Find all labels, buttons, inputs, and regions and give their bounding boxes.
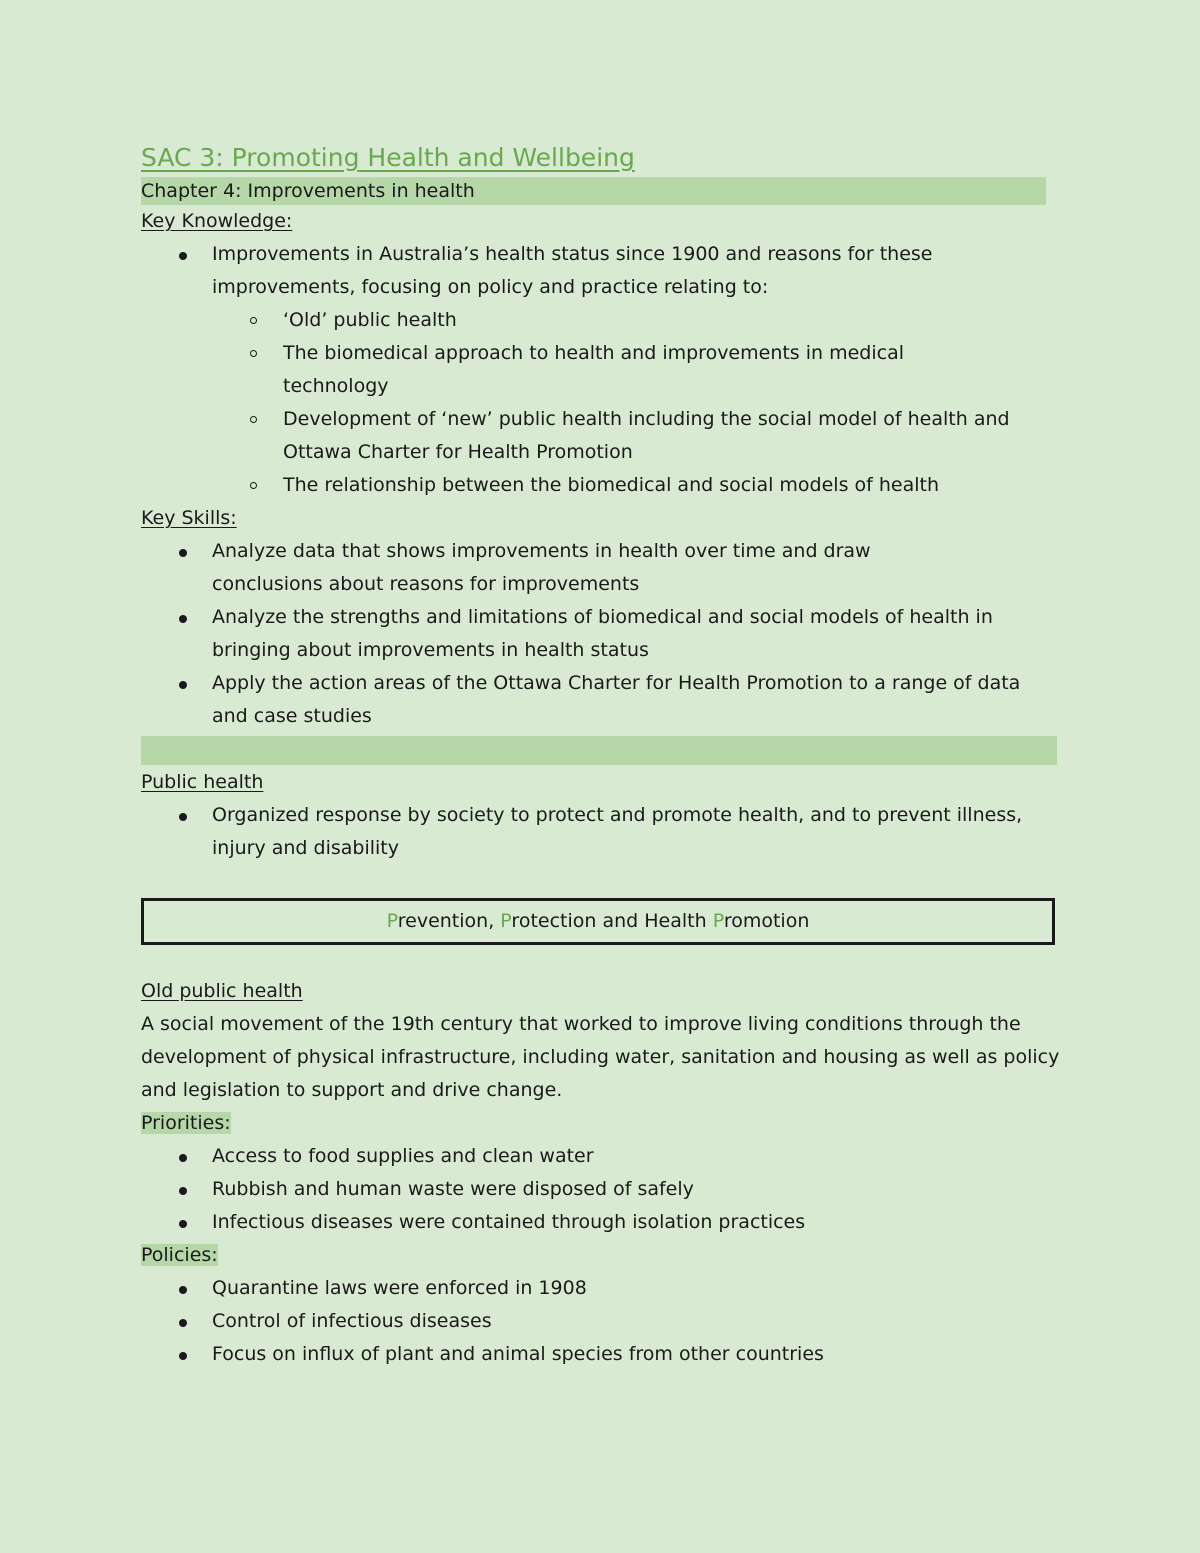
key-knowledge-heading: Key Knowledge:	[141, 210, 293, 232]
sub-list-item	[212, 304, 1061, 337]
sub-list-item	[212, 469, 1061, 502]
list-item	[141, 667, 1062, 733]
key-skills-heading: Key Skills:	[141, 507, 237, 529]
section-divider	[141, 736, 1057, 765]
list-item-text: Quarantine laws were enforced in 1908	[212, 1277, 587, 1299]
list-item-text: Focus on influx of plant and animal species from other countries	[212, 1343, 824, 1365]
hollow-bullet-icon	[250, 482, 257, 489]
bullet-icon	[179, 681, 187, 689]
list-item	[141, 799, 1062, 865]
sub-list-item	[212, 337, 983, 403]
list-item	[141, 535, 932, 601]
bullet-icon	[179, 1319, 187, 1327]
list-item	[141, 1173, 1061, 1206]
list-item-text: Analyze the strengths and limitations of biomedical and social models of health in bringing about improvements in health status	[212, 606, 993, 661]
list-item-text: Rubbish and human waste were disposed of safely	[212, 1178, 694, 1200]
bullet-icon	[179, 1352, 187, 1360]
box-text: romotion	[723, 910, 810, 932]
public-health-heading: Public health	[141, 771, 264, 793]
sub-list-item-text: ‘Old’ public health	[283, 309, 457, 331]
public-health-list	[141, 799, 1061, 865]
list-item-text: Infectious diseases were contained through isolation practices	[212, 1211, 806, 1233]
bullet-icon	[179, 1154, 187, 1162]
hollow-bullet-icon	[250, 317, 257, 324]
highlight-letter: P	[386, 910, 398, 932]
bullet-icon	[179, 252, 187, 260]
highlight-letter: P	[500, 910, 512, 932]
policies-list	[141, 1272, 1061, 1371]
key-knowledge-list	[141, 238, 1061, 304]
priorities-label: Priorities:	[141, 1112, 231, 1134]
bullet-icon	[179, 813, 187, 821]
list-item-text: Access to food supplies and clean water	[212, 1145, 594, 1167]
bullet-icon	[179, 615, 187, 623]
bullet-icon	[179, 1286, 187, 1294]
key-skills-list	[141, 535, 1061, 733]
hollow-bullet-icon	[250, 350, 257, 357]
priorities-list	[141, 1140, 1061, 1239]
highlight-letter: P	[712, 910, 724, 932]
list-item	[141, 1305, 1061, 1338]
list-item	[141, 1272, 1061, 1305]
bullet-icon	[179, 1187, 187, 1195]
bullet-icon	[179, 549, 187, 557]
document-page	[141, 140, 1061, 1371]
sub-list-item-text: The biomedical approach to health and improvements in medical technology	[283, 342, 905, 397]
prevention-protection-promotion-box	[141, 898, 1055, 945]
sub-list-item-text: Development of ‘new’ public health including the social model of health and Ottawa Charter for Health Promotion	[283, 408, 1010, 463]
list-item	[141, 1206, 1061, 1239]
sub-list-item	[212, 403, 1063, 469]
list-item	[141, 238, 1061, 304]
list-item	[141, 1140, 1061, 1173]
list-item-text: Organized response by society to protect and promote health, and to prevent illness, injury and disability	[212, 804, 1023, 859]
list-item-text: Analyze data that shows improvements in health over time and draw conclusions about reasons for improvements	[212, 540, 871, 595]
hollow-bullet-icon	[250, 416, 257, 423]
bullet-icon	[179, 1220, 187, 1228]
page-title: SAC 3: Promoting Health and Wellbeing	[141, 143, 635, 172]
list-item-text: Apply the action areas of the Ottawa Charter for Health Promotion to a range of data and case studies	[212, 672, 1021, 727]
list-item-text: improvements, focusing on policy and practice relating to:	[212, 276, 769, 298]
old-public-health-heading: Old public health	[141, 980, 303, 1002]
list-item	[141, 601, 1062, 667]
policies-label: Policies:	[141, 1244, 218, 1266]
old-public-health-description: A social movement of the 19th century that worked to improve living conditions through the development of physical infrastructure, including water, sanitation and housing as well as policy and legislation to support and drive change.	[141, 1013, 1060, 1101]
policies-heading	[141, 1239, 1061, 1272]
list-item	[141, 1338, 1061, 1371]
priorities-heading	[141, 1107, 1061, 1140]
key-knowledge-sublist	[141, 304, 1061, 502]
box-text: rotection and Health	[511, 910, 713, 932]
chapter-heading: Chapter 4: Improvements in health	[141, 177, 1046, 205]
box-text: revention,	[397, 910, 501, 932]
list-item-text: Control of infectious diseases	[212, 1310, 492, 1332]
list-item-text: Improvements in Australia’s health status since 1900 and reasons for these	[212, 243, 933, 265]
sub-list-item-text: The relationship between the biomedical and social models of health	[283, 474, 940, 496]
